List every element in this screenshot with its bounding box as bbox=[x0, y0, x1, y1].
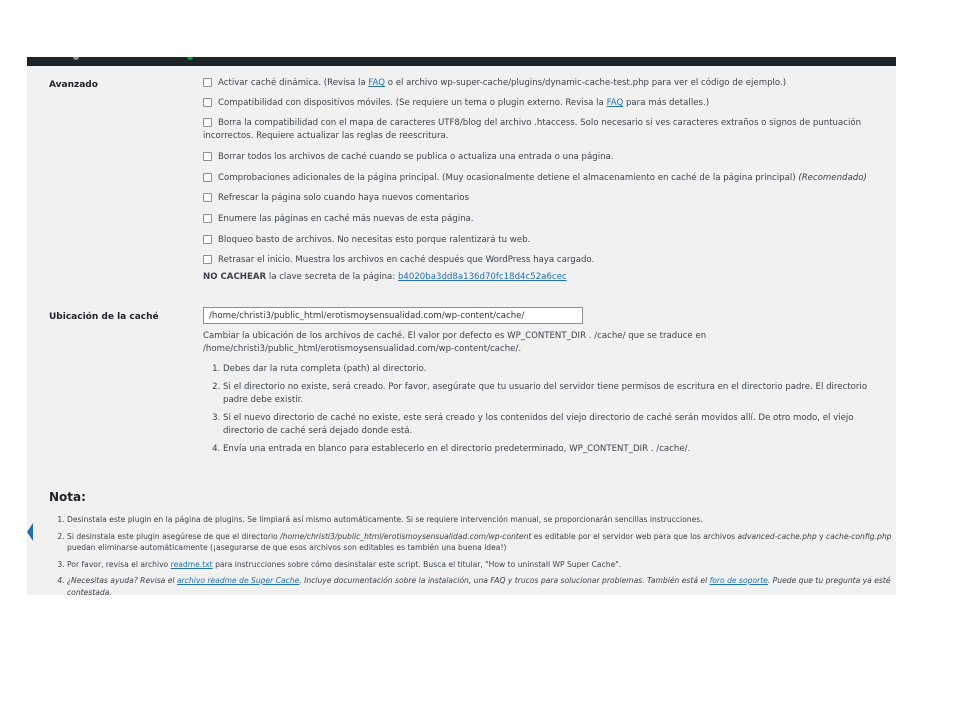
list-item: 4. ¿Necesitas ayuda? Revisa el archivo readme de Super Cache. Incluye documentación sobre la instalación, una FAQ y trucos para solucionar problemas. También está el foro de soporte. Puede que tu pregunta ya esté contestada. bbox=[67, 575, 896, 595]
checkbox[interactable] bbox=[203, 78, 212, 87]
admin-bar-icon bbox=[187, 57, 193, 60]
option-list-newest-cached[interactable]: Enumere las páginas en caché más nuevas de esta página. bbox=[203, 213, 873, 226]
option-late-init[interactable]: Retrasar el inicio. Muestra los archivos en caché después que WordPress haya cargado. bbox=[203, 254, 873, 267]
cache-location-steps bbox=[203, 363, 893, 461]
checkbox[interactable] bbox=[203, 235, 212, 244]
readme-super-cache-link[interactable]: archivo readme de Super Cache bbox=[176, 576, 300, 585]
list-item: 4. Envía una entrada en blanco para establecerlo en el directorio predeterminado, WP_CONTENT_DIR . /cache/. bbox=[223, 443, 893, 456]
list-item: 2. Si el directorio no existe, será creado. Por favor, asegúrate que tu usuario del servidor tiene permisos de escritura en el directorio padre. El directorio padre debe existir. bbox=[223, 381, 893, 407]
nota-heading: Nota: bbox=[49, 490, 86, 504]
checkbox[interactable] bbox=[203, 255, 212, 264]
collapse-handle-icon[interactable] bbox=[27, 523, 33, 541]
list-item: 1. Debes dar la ruta completa (path) al directorio. bbox=[223, 363, 893, 376]
checkbox[interactable] bbox=[203, 152, 212, 161]
list-item: 3. Por favor, revisa el archivo readme.txt para instrucciones sobre cómo desinstalar este script. Busca el titular, "How to uninstall WP Super Cache". bbox=[67, 559, 896, 571]
checkbox[interactable] bbox=[203, 98, 212, 107]
list-item: 1. Desinstala este plugin en la página de plugins. Se limpiará así mismo automáticamente. Si se requiere intervención manual, se proporcionarán sencillas instrucciones. bbox=[67, 514, 896, 526]
option-refresh-on-comments[interactable]: Refrescar la página solo cuando haya nuevos comentarios bbox=[203, 192, 873, 205]
faq-link[interactable]: FAQ bbox=[368, 78, 385, 88]
cache-location-input[interactable] bbox=[203, 307, 583, 324]
checkbox[interactable] bbox=[203, 193, 212, 202]
nota-list bbox=[49, 514, 896, 595]
option-clear-on-publish[interactable]: Borrar todos los archivos de caché cuando se publica o actualiza una entrada o una página. bbox=[203, 151, 873, 164]
support-forum-link[interactable]: foro de soporte bbox=[709, 576, 768, 585]
checkbox[interactable] bbox=[203, 214, 212, 223]
checkbox[interactable] bbox=[203, 118, 212, 127]
checkbox[interactable] bbox=[203, 173, 212, 182]
option-utf8-charset[interactable]: Borra la compatibilidad con el mapa de caracteres UTF8/blog del archivo .htaccess. Solo necesario si ves caracteres extraños o signos de puntuación incorrectos. Requiere actualizar las reglas de reescritura. bbox=[203, 118, 862, 141]
list-item: 2. Si desinstala este plugin asegúrese de que el directorio /home/christi3/public_html/erotismoysensualidad.com/wp-content es editable por el servidor web para que los archivos advanced-cache.php y cache-config.php puedan eliminarse automáticamente (¡asegurarse de que esos archivos son editables es también una buena idea!) bbox=[67, 531, 896, 554]
secret-key-row: NO CACHEAR la clave secreta de la página: b4020ba3dd8a136d70fc18d4c52a6cec bbox=[203, 272, 567, 282]
option-dynamic-cache[interactable]: Activar caché dinámica. (Revisa la FAQ o el archivo wp-super-cache/plugins/dynamic-cache-test.php para ver el código de ejemplo.) bbox=[203, 77, 873, 90]
secret-key-link[interactable]: b4020ba3dd8a136d70fc18d4c52a6cec bbox=[397, 272, 567, 282]
readme-link[interactable]: readme.txt bbox=[170, 559, 213, 569]
settings-screenshot bbox=[27, 57, 896, 595]
option-mobile-support[interactable]: Compatibilidad con dispositivos móviles. (Se requiere un tema o plugin externo. Revisa la FAQ para más detalles.) bbox=[203, 97, 873, 110]
option-coarse-file-locking[interactable]: Bloqueo basto de archivos. No necesitas esto porque ralentizará tu web. bbox=[203, 234, 873, 247]
section-label-cache-location: Ubicación de la caché bbox=[49, 312, 159, 322]
admin-bar-icon bbox=[73, 57, 79, 60]
section-label-advanced: Avanzado bbox=[49, 80, 98, 90]
admin-bar bbox=[27, 57, 896, 66]
list-item: 3. Si el nuevo directorio de caché no existe, este será creado y los contenidos del viejo directorio de caché serán movidos allí. De otro modo, el viejo directorio de caché será dejado donde está. bbox=[223, 412, 893, 438]
faq-link[interactable]: FAQ bbox=[606, 98, 624, 108]
cache-location-description: Cambiar la ubicación de los archivos de caché. El valor por defecto es WP_CONTENT_DIR . /cache/ que se traduce en /home/christi3/public_html/erotismoysensualidad.com/wp-content/cache/. bbox=[203, 331, 707, 354]
option-front-page-checks[interactable]: Comprobaciones adicionales de la página principal. (Muy ocasionalmente detiene el almacenamiento en caché de la página principal) (Recomendado) bbox=[203, 172, 873, 185]
